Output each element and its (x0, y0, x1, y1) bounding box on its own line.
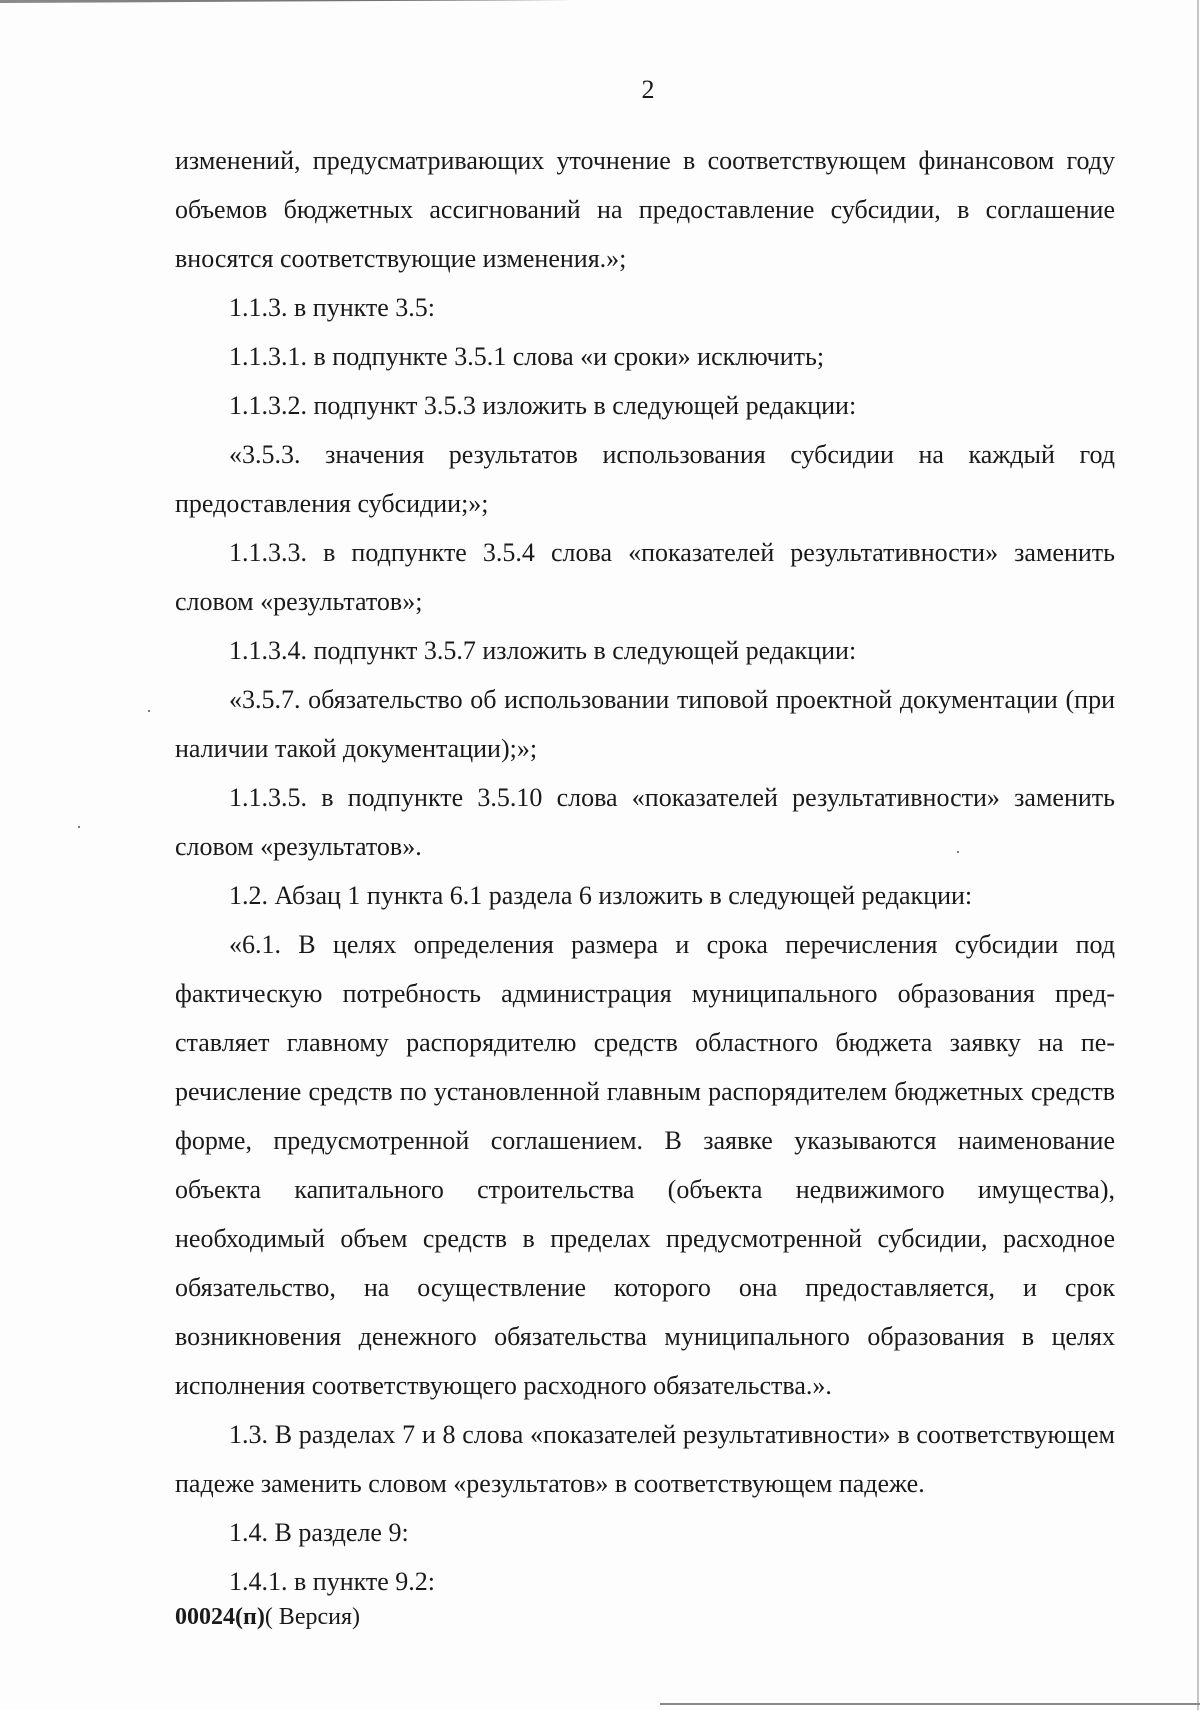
paragraph-9: 1.1.3.5. в подпункте 3.5.10 слова «показателей результативности» заменить словом «результатов». (175, 783, 1115, 861)
paragraph-8: «3.5.7. обязательство об использовании типовой проектной документации (при наличии такой документации);»; (175, 685, 1115, 763)
paragraph-6: 1.1.3.3. в подпункте 3.5.4 слова «показателей результативности» заменить словом «результатов»; (175, 538, 1115, 616)
paragraph-2: 1.1.3. в пункте 3.5: (229, 293, 436, 322)
paragraph-4: 1.1.3.2. подпункт 3.5.3 изложить в следующей редакции: (229, 391, 857, 420)
paragraph-10: 1.2. Абзац 1 пункта 6.1 раздела 6 изложить в следующей редакции: (229, 881, 973, 910)
document-footer (175, 1600, 360, 1634)
paragraph-5: «3.5.3. значения результатов использования субсидии на каждый год предоставления субсидии;»; (175, 440, 1115, 518)
scan-edge-top (0, 0, 1200, 3)
scan-edge-right (1197, 0, 1199, 1710)
scan-speck (148, 710, 150, 712)
document-body (175, 70, 1115, 1606)
paragraph-13: 1.4. В разделе 9: (229, 1518, 409, 1547)
paragraph-11: «6.1. В целях определения размера и срока перечисления субсидии под фактическую потребность администрация муниципального образования представляет главному распорядителю средств областного бюджета заявку на перечисление средств по установленной главным распорядителем бюджетных средств форме, предусмотренной соглашением. В заявке указываются наименование объекта капитального строительства (объекта недвижимого имущества), необходимый объем средств в пределах предусмотренной субсидии, расходное обязательство, на осуществление которого она предоставляется, и срок возникновения денежного обязательства муниципального образования в целях исполнения соответствующего расходного обязательства.». (175, 930, 1115, 1400)
scan-speck (78, 826, 80, 828)
document-version: ( Версия) (264, 1604, 360, 1630)
document-code: 00024(п) (175, 1604, 265, 1630)
paragraph-3: 1.1.3.1. в подпункте 3.5.1 слова «и сроки» исключить; (229, 342, 825, 371)
page-number: 2 (641, 75, 655, 104)
paragraph-14: 1.4.1. в пункте 9.2: (229, 1567, 436, 1596)
paragraph-12: 1.3. В разделах 7 и 8 слова «показателей результативности» в соответствующем падеже заменить словом «результатов» в соответствующем падеже. (175, 1420, 1115, 1498)
paragraph-1: изменений, предусматривающих уточнение в соответствующем финансовом году объемов бюджетных ассигнований на предоставление субсидии, в соглашение вносятся соответствующие изменения.»; (175, 146, 1115, 273)
paragraph-7: 1.1.3.4. подпункт 3.5.7 изложить в следующей редакции: (229, 636, 857, 665)
scan-edge-bottom (660, 1703, 1200, 1705)
